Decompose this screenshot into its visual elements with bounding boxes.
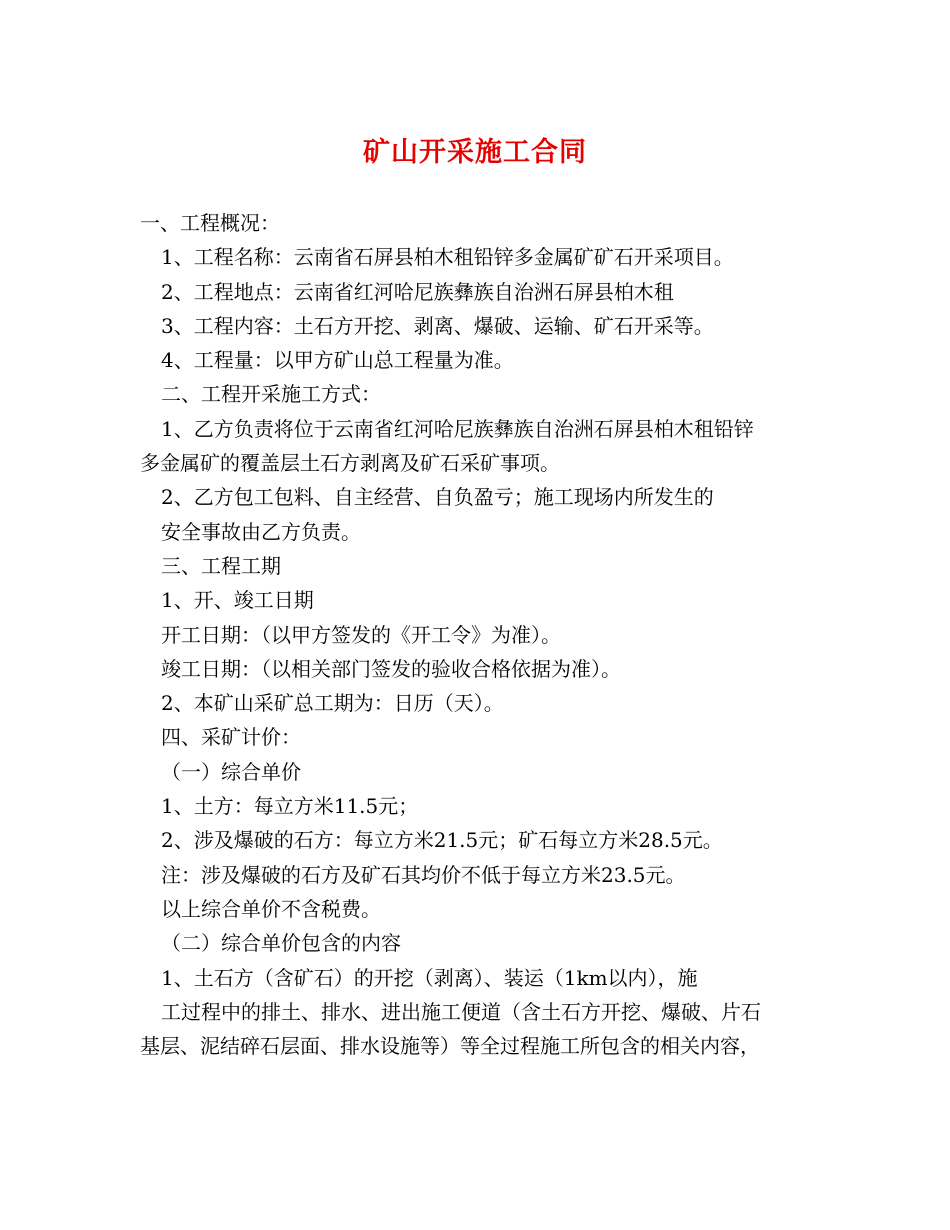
paragraph-line: 多金属矿的覆盖层土石方剥离及矿石采矿事项。 — [140, 451, 560, 476]
paragraph-line: 1、土石方（含矿石）的开挖（剥离）、装运（1km以内），施 — [161, 965, 698, 990]
paragraph-line: 注：涉及爆破的石方及矿石其均价不低于每立方米23.5元。 — [161, 862, 686, 887]
paragraph-line: 4、工程量：以甲方矿山总工程量为准。 — [161, 348, 514, 373]
paragraph-line: 安全事故由乙方负责。 — [161, 519, 361, 544]
section-heading: 一、工程概况： — [140, 211, 280, 235]
paragraph-line: 1、土方：每立方米11.5元； — [161, 794, 419, 819]
paragraph-line: 竣工日期：（以相关部门签发的验收合格依据为准）。 — [161, 656, 621, 681]
paragraph-line: 3、工程内容：土石方开挖、剥离、爆破、运输、矿石开采等。 — [161, 313, 714, 338]
paragraph-line: 1、乙方负责将位于云南省红河哈尼族彝族自治洲石屏县柏木租铅锌 — [161, 416, 754, 441]
section-heading: 三、工程工期 — [161, 553, 281, 578]
document-title: 矿山开采施工合同 — [363, 137, 587, 168]
paragraph-line: 以上综合单价不含税费。 — [161, 896, 381, 921]
paragraph-line: 2、工程地点：云南省红河哈尼族彝族自治洲石屏县柏木租 — [161, 279, 674, 304]
paragraph-line: 1、开、竣工日期 — [161, 588, 314, 613]
subsection-heading: （一）综合单价 — [161, 759, 301, 784]
paragraph-line: 开工日期：（以甲方签发的《开工令》为准）。 — [161, 622, 561, 647]
section-heading: 二、工程开采施工方式： — [161, 382, 381, 407]
paragraph-line: 2、乙方包工包料、自主经营、自负盈亏；施工现场内所发生的 — [161, 485, 714, 510]
paragraph-line: 工过程中的排土、排水、进出施工便道（含土石方开挖、爆破、片石 — [161, 999, 761, 1024]
paragraph-line: 2、本矿山采矿总工期为：日历（天）。 — [161, 691, 504, 716]
paragraph-line: 基层、泥结碎石层面、排水设施等）等全过程施工所包含的相关内容， — [140, 1034, 760, 1059]
document-body — [140, 206, 820, 1063]
section-heading: 四、采矿计价： — [161, 725, 301, 750]
subsection-heading: （二）综合单价包含的内容 — [161, 931, 401, 956]
paragraph-line: 2、涉及爆破的石方：每立方米21.5元；矿石每立方米28.5元。 — [161, 828, 723, 853]
paragraph-line: 1、工程名称：云南省石屏县柏木租铅锌多金属矿矿石开采项目。 — [161, 245, 734, 270]
